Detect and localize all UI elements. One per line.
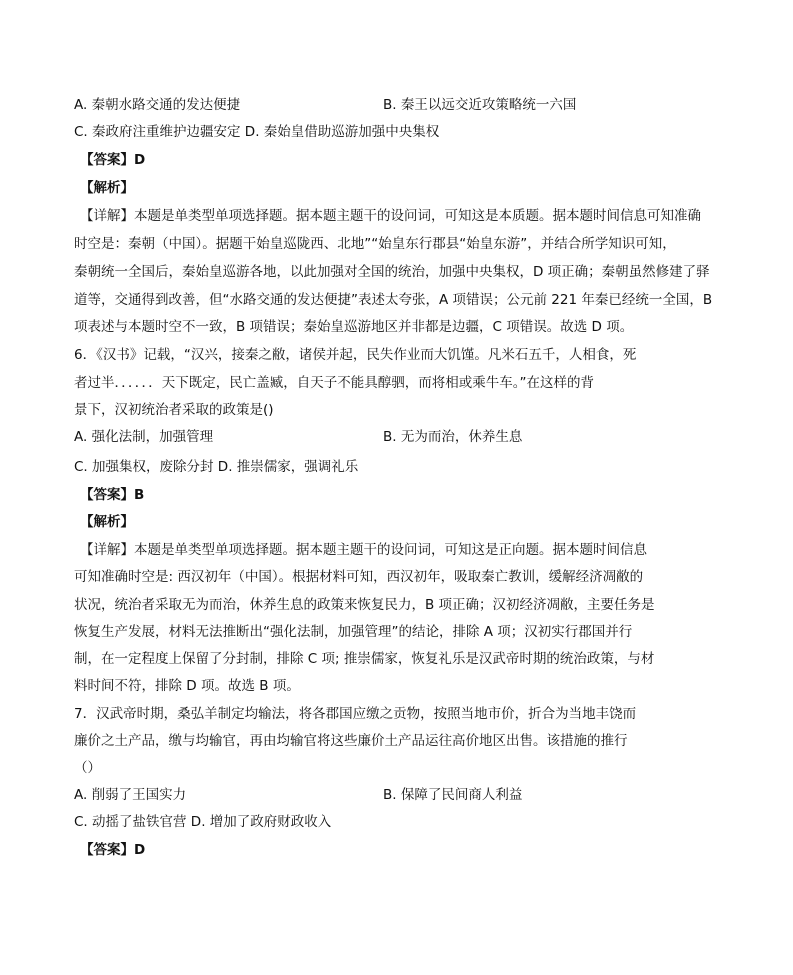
q6-stem-line: 6．《汉书》记载，“汉兴，接秦之敝，诸侯并起，民失作业而大饥馑。凡米石五千，人相食，死 — [74, 347, 637, 363]
q6-detail-line: 可知准确时空是: 西汉初年（中国）。根据材料可知，西汉初年，吸取秦亡教训，缓解经济凋敝的 — [74, 569, 644, 585]
q7-option-b: B. 保障了民间商人利益 — [383, 787, 523, 803]
q7-answer: 【答案】D — [80, 842, 146, 858]
q5-option-b: B. 秦王以远交近攻策略统一六国 — [383, 97, 577, 113]
q5-detail-line: 项表述与本题时空不一致，B 项错误；秦始皇巡游地区并非都是边疆，C 项错误。故选 D 项。 — [74, 319, 634, 335]
q7-stem-line: 7．汉武帝时期，桑弘羊制定均输法，将各郡国应缴之贡物，按照当地市价，折合为当地丰饶而 — [74, 706, 637, 722]
q6-option-a: A. 强化法制，加强管理 — [74, 429, 214, 445]
q5-answer: 【答案】D — [80, 152, 146, 168]
q6-detail-line: 制，在一定程度上保留了分封制，排除 C 项; 推崇儒家，恢复礼乐是汉武帝时期的统治政策，与材 — [74, 651, 655, 667]
q5-option-a: A. 秦朝水路交通的发达便捷 — [74, 97, 241, 113]
q6-option-cd: C. 加强集权，废除分封 D. 推崇儒家，强调礼乐 — [74, 459, 359, 475]
q5-detail-line: 时空是：秦朝（中国）。据题干始皇巡陇西、北地”“始皇东行郡县“始皇东游”，并结合所学知识可知， — [74, 236, 676, 252]
q7-stem-line: 廉价之土产品，缴与均输官，再由均输官将这些廉价土产品运往高价地区出售。该措施的推行 — [74, 733, 628, 749]
q5-detail-line: 【详解】本题是单类型单项选择题。据本题主题干的设问词，可知这是本质题。据本题时间信息可知准确 — [80, 208, 701, 224]
q6-detail-line: 状况，统治者采取无为而治，休养生息的政策来恢复民力，B 项正确；汉初经济凋敝，主要任务是 — [74, 597, 655, 613]
q6-analysis-label: 【解析】 — [80, 514, 134, 530]
q5-option-cd: C. 秦政府注重维护边疆安定 D. 秦始皇借助巡游加强中央集权 — [74, 124, 440, 140]
q5-analysis-label: 【解析】 — [80, 180, 134, 196]
q6-answer: 【答案】B — [80, 487, 145, 503]
q6-detail-line: 【详解】本题是单类型单项选择题。据本题主题干的设问词，可知这是正向题。据本题时间信息 — [80, 542, 647, 558]
q6-stem-line: 者过半．．．．．．天下既定，民亡盖臧，自天子不能具醇驷，而将相或乘牛车。”在这样的背 — [74, 375, 594, 391]
q7-stem-line: （） — [74, 760, 101, 776]
q6-option-b: B. 无为而治，休养生息 — [383, 429, 523, 445]
q6-stem-line: 景下，汉初统治者采取的政策是() — [74, 402, 274, 418]
q7-option-cd: C. 动摇了盐铁官营 D. 增加了政府财政收入 — [74, 814, 332, 830]
q6-detail-line: 料时间不符，排除 D 项。故选 B 项。 — [74, 678, 300, 694]
q5-detail-line: 秦朝统一全国后，秦始皇巡游各地，以此加强对全国的统治，加强中央集权，D 项正确；秦朝虽然修建了驿 — [74, 264, 710, 280]
q7-option-a: A. 削弱了王国实力 — [74, 787, 187, 803]
q5-detail-line: 道等，交通得到改善，但“水路交通的发达便捷”表述太夸张，A 项错误；公元前 221 年秦已经统一全国，B — [74, 292, 713, 308]
q6-detail-line: 恢复生产发展，材料无法推断出“强化法制，加强管理”的结论，排除 A 项；汉初实行郡国并行 — [74, 624, 633, 640]
